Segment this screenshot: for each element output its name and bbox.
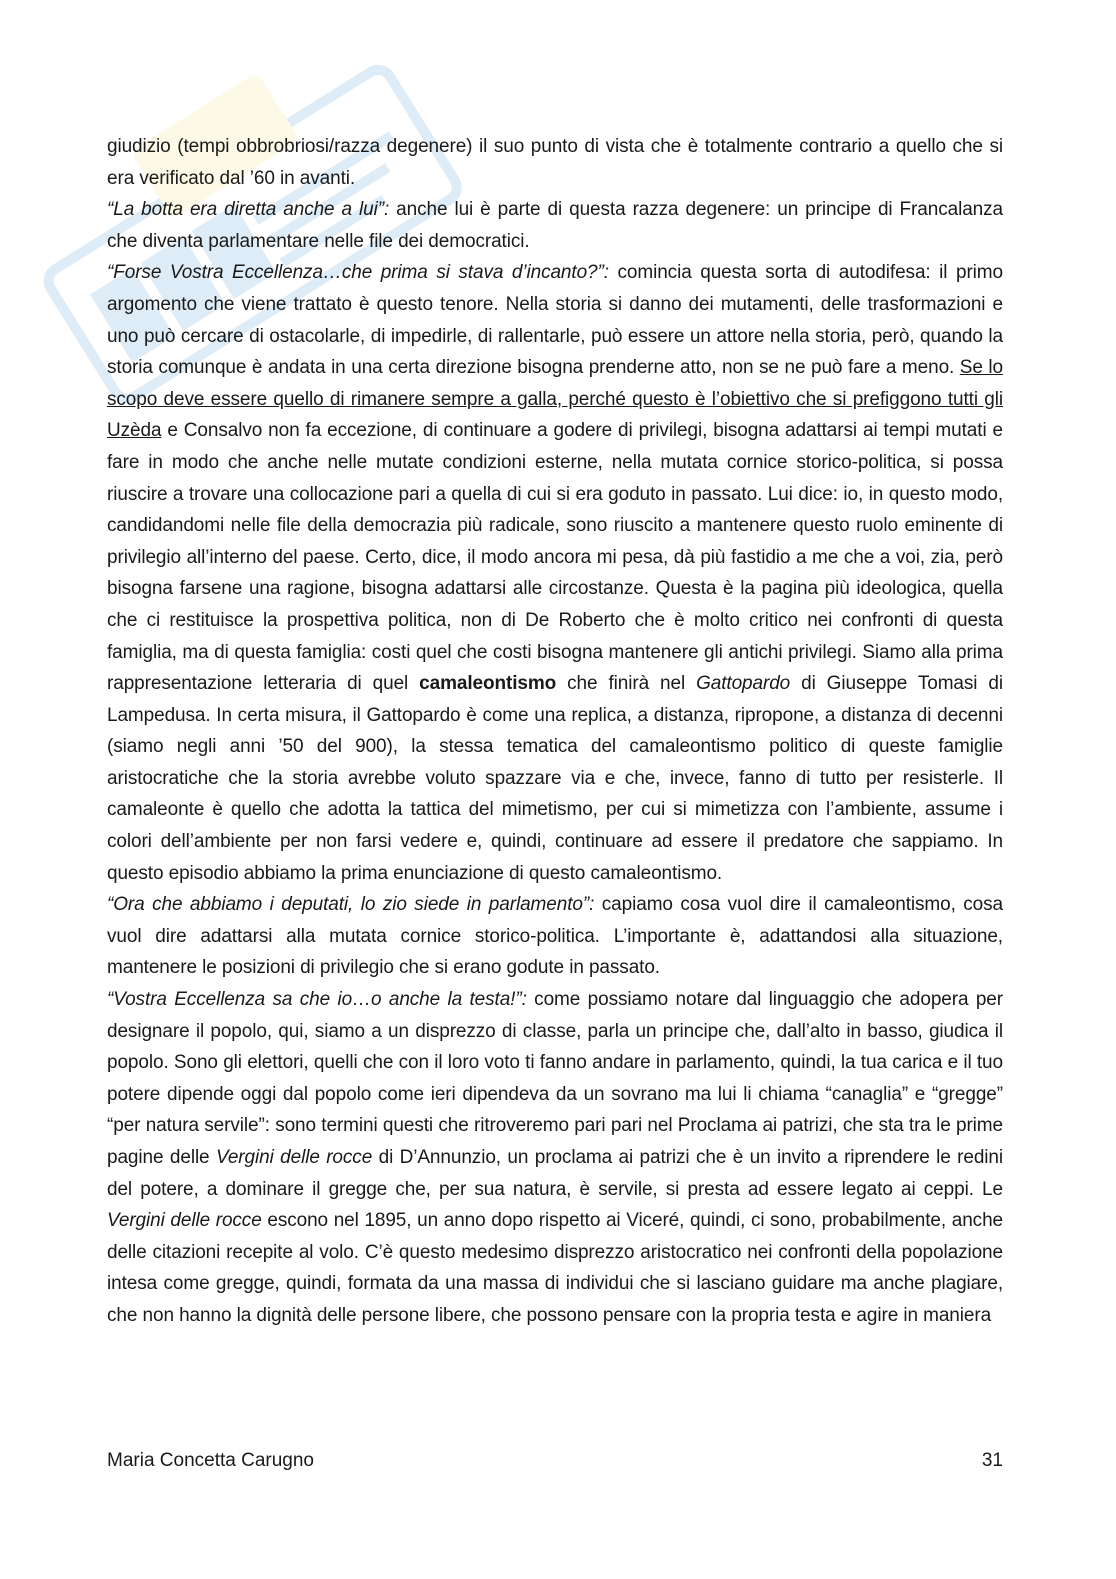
text-segment: capiamo cosa vuol dire il camaleontismo, cosa vuol dire adattarsi alla mutata cornice storico-politica. L’importante è, adattandosi alla situazione, mantenere le posizioni di privilegio che si erano godute in passato. xyxy=(107,894,1003,979)
footer-author: Maria Concetta Carugno xyxy=(107,1450,314,1471)
text-segment-ital: “La botta era diretta anche a lui”: xyxy=(107,199,390,221)
text-segment-ital: “Forse Vostra Eccellenza…che prima si stava d’incanto?”: xyxy=(107,262,609,284)
paragraph xyxy=(107,889,1003,984)
text-segment-ital: “Ora che abbiamo i deputati, lo zio siede in parlamento”: xyxy=(107,894,595,916)
page-footer xyxy=(107,1450,1003,1472)
text-segment-ital: Vergini delle rocce xyxy=(215,1147,373,1168)
text-segment-ital: Gattopardo xyxy=(696,673,791,695)
paragraph xyxy=(107,131,1003,194)
text-segment: di Giuseppe Tomasi di Lampedusa. In certa misura, il Gattopardo è come una replica, a distanza, ripropone, a distanza di decenni (siamo negli anni ’50 del 900), la stessa tematica del camaleontismo politico di queste famiglie aristocratiche che la storia avrebbe voluto spazzare via e che, invece, fanno di tutto per resisterle. Il camaleonte è quello che adotta la tattica del mimetismo, per cui si mimetizza con l’ambiente, assume i colori dell’ambiente per non farsi vedere e, quindi, continuare ad essere il predatore che sappiamo. In questo episodio abbiamo la prima enunciazione di questo camaleontismo. xyxy=(107,673,1003,884)
paragraph xyxy=(107,984,1003,1332)
text-segment: giudizio (tempi obbrobriosi/razza degenere) il suo punto di vista che è totalmente contrario a quello che si era verificato dal ’60 in avanti. xyxy=(107,136,1003,189)
text-segment: anche lui è parte di questa razza degenere: un principe di Francalanza che diventa parlamentare nelle file dei democratici. xyxy=(107,199,1003,252)
text-segment-ital: Vergini delle rocce xyxy=(107,1210,262,1232)
text-segment: che finirà nel xyxy=(556,673,697,695)
text-segment: di D’Annunzio, un proclama ai patrizi che è un invito a riprendere le redini del potere, a dominare il gregge che, per sua natura, è servile, si presta ad essere legato ai ceppi. Le xyxy=(107,1147,1003,1200)
text-segment: comincia questa sorta di autodifesa: il primo argomento che viene trattato è questo tenore. Nella storia si danno dei mutamenti, delle trasformazioni e uno può cercare di ostacolarle, di impedirle, di rallentarle, può essere un attore nella storia, però, quando la storia comunque è andata in una certa direzione bisogna prenderne atto, non se ne può fare a meno. xyxy=(107,262,1003,379)
text-segment: come possiamo notare dal linguaggio che adopera per designare il popolo, qui, siamo a un disprezzo di classe, parla un principe che, dall’alto in basso, giudica il popolo. Sono gli elettori, quelli che con il loro voto ti fanno andare in parlamento, quindi, la tua carica e il tuo potere dipende oggi dal popolo come ieri dipendeva da un sovrano ma lui li chiama “canaglia” e “gregge” “per natura servile”: sono termini questi che ritroveremo pari pari nel Proclama ai patrizi, che sta tra le prime pagine delle xyxy=(107,989,1003,1168)
text-segment: escono nel 1895, un anno dopo rispetto ai Viceré, quindi, ci sono, probabilmente, anche delle citazioni recepite al volo. C’è questo medesimo disprezzo aristocratico nei confronti della popolazione intesa come gregge, quindi, formata da una massa di individui che si lasciano guidare ma anche plagiare, che non hanno la dignità delle persone libere, che possono pensare con la propria testa e agire in maniera xyxy=(107,1210,1003,1326)
text-segment-ital: “Vostra Eccellenza sa che io…o anche la testa!”: xyxy=(107,989,527,1011)
paragraph xyxy=(107,194,1003,257)
document-body xyxy=(107,131,1003,1332)
text-segment-bold: camaleontismo xyxy=(419,673,557,695)
text-segment: e Consalvo non fa eccezione, di continuare a godere di privilegi, bisogna adattarsi ai tempi mutati e fare in modo che anche nelle mutate condizioni esterne, nella mutata cornice storico-politica, si possa riuscire a trovare una collocazione pari a quella di cui si era goduto in passato. Lui dice: io, in questo modo, candidandomi nelle file della democrazia più radicale, sono riuscito a mantenere questo ruolo eminente di privilegio all’interno del paese. Certo, dice, il modo ancora mi pesa, dà più fastidio a me che a voi, zia, però bisogna farsene una ragione, bisogna adattarsi alle circostanze. Questa è la pagina più ideologica, quella che ci restituisce la prospettiva politica, non di De Roberto che è molto critico nei confronti di questa famiglia, ma di questa famiglia: costi quel che costi bisogna mantenere gli antichi privilegi. Siamo alla prima rappresentazione letteraria di quel xyxy=(107,420,1003,695)
text-segment-under: Se lo scopo deve essere quello di rimanere sempre a galla, perché questo è l’obiettivo che si prefiggono tutti gli Uzèda xyxy=(107,357,1003,442)
paragraph xyxy=(107,257,1003,889)
page-number: 31 xyxy=(981,1450,1003,1471)
